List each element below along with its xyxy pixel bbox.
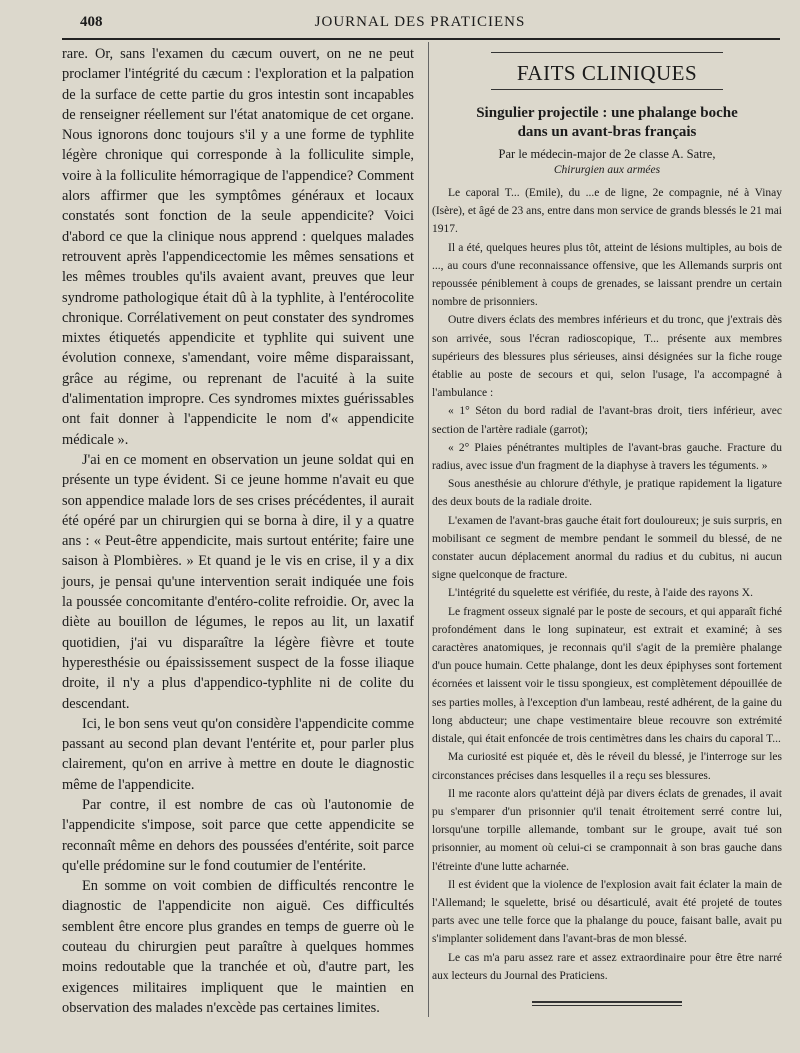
article-paragraph: L'intégrité du squelette est vérifiée, du reste, à l'aide des rayons X. [448,587,753,600]
journal-title: JOURNAL DES PRATICIENS [314,14,526,30]
article-paragraph: L'examen de l'avant-bras gauche était fort douloureux; je suis surpris, en mobilisant ce segment de membre pendant le sommeil du blessé, de ne constater aucun déplacement anormal du radius et du cubitus, ni aucun signe quelconque de fracture. [432,514,782,582]
header-rule [62,38,780,40]
author-affiliation: Chirurgien aux armées [553,164,661,176]
article-paragraph: Il a été, quelques heures plus tôt, atteint de lésions multiples, au bois de ..., au cours d'une reconnaissance offensive, que les Allemands surpris ont repoussée péniblement à coups de grenades, se laissant prendre un certain nombre de prisonniers. [432,241,782,309]
article-paragraph: Le cas m'a paru assez rare et assez extraordinaire pour être être narré aux lecteurs du Journal des Praticiens. [432,951,782,982]
left-paragraph: J'ai en ce moment en observation un jeune soldat qui en présente un type évident. Si ce jeune homme n'avait eu que son appendice malade lors de ses crises précédentes, il aurait été opéré par un chirurgien qui se borna à dire, il y a quatre ans : « Peut-être appendicite, mais surtout entérite; faire une saison à Plombières. » Et quand je le vis en crise, il y a dix jours, je pensai qu'une intervention serait indiquée une fois la poussée concomitante d'entéro-colite refroidie. Or, avec la diète au bouillon de légumes, le repos au lit, un laxatif quotidien, j'ai vu disparaître la légère fièvre et toute hyperesthésie ou épaississement suspect de la fosse iliaque droite, il n'y a plus d'appendico-typhlite ni de colite du descendant. [62,451,414,712]
section-title: FAITS CLINIQUES [491,52,723,90]
article-paragraph: Le caporal T... (Emile), du ...e de ligne, 2e compagnie, né à Vinay (Isère), et âgé de 23 ans, entre dans mon service de grands blessés le 21 mai 1917. [432,187,782,236]
page-header [62,12,778,34]
page-number: 408 [80,14,103,30]
article-title-line: Singulier projectile : une phalange boche [476,105,738,121]
article-paragraph: « 1° Séton du bord radial de l'avant-bras droit, tiers inférieur, avec section de l'artère radiale (garrot); [432,405,782,436]
article-paragraph: Le fragment osseux signalé par le poste de secours, et qui apparaît fiché profondément dans le long supinateur, est extrait et examiné; à ses caractères anatomiques, je reconnais qu'il s'agit de la première phalange d'un pouce humain. Cette phalange, dont les deux épiphyses sont fortement écornées et laissent voir le tissu spongieux, est complètement dépouillée de ses parties molles, à l'exception d'un lambeau, resté adhérent, de la gaine du long abducteur; une chape vestimentaire bleue recouvre son extrémité distale, qui était enfoncée de trois centimètres dans les chairs du caporal T... [432,605,782,746]
article-paragraph: Outre divers éclats des membres inférieurs et du tronc, que j'extrais dès son arrivée, sous l'écran radioscopique, T... présente aux membres supérieurs des blessures plus sérieuses, ainsi désignées sur la fiche rouge établie au poste de secours et qui, selon l'usage, l'a accompagné à l'ambulance : [432,314,782,400]
article-title-line: dans un avant-bras français [517,124,697,140]
left-column [62,44,414,1018]
byline: Par le médecin-major de 2e classe A. Satre, [498,147,716,161]
left-paragraph: Par contre, il est nombre de cas où l'autonomie de l'appendicite s'impose, soit parce que cette appendicite se reconnaît même en dehors des poussées d'entérite, soit parce qu'elle prédomine sur le fond coutumier de l'entérite. [62,796,414,874]
left-paragraph: rare. Or, sans l'examen du cæcum ouvert, on ne ne peut proclamer l'intégrité du cæcum : l'exploration et la palpation de la surface de cette partie du gros intestin sont incapables de renseigner réellement sur l'état anatomique de cet organe. Nous ignorons donc toujours s'il y a une forme de typhlite légère chronique qui corresponde à la folliculite simple, voire à la folliculite hémorragique de l'appendice? Comment alors affirmer que les symptômes généraux et locaux constatés sont fonction de la seule appendicite? Voici d'abord ce que la clinique nous apprend : quelques malades retrouvent après l'appendicectomie les mêmes sensations et les mêmes troubles qu'ils avaient avant, preuves que leur syndrome pathologique était dû à la typhlite, à l'entérocolite chronique. Corrélativement on peut constater des syndromes mixtes étiquetés appendicite et typhlite qui suivent une évolution connexe, s'amendant, voire même disparaissant, grâce au régime, ou reprenant de l'acuité à la suite d'alimentation impropre. Ces syndromes mixtes guérissables ont fait donner à l'appendicite le nom d'« appendicite médicale ». [62,46,414,448]
article-paragraph: Sous anesthésie au chlorure d'éthyle, je pratique rapidement la ligature des deux bouts de la radiale droite. [432,478,782,509]
article-paragraph: « 2° Plaies pénétrantes multiples de l'avant-bras gauche. Fracture du radius, avec issue d'un fragment de la diaphyse à travers les téguments. » [432,441,782,473]
article-end-rule [532,1001,682,1006]
left-paragraph: Ici, le bon sens veut qu'on considère l'appendicite comme passant au second plan devant l'entérite et, pour parler plus clairement, qu'on en arrive à mettre en doute le diagnostic même de l'appendicite. [62,715,414,793]
column-divider [428,42,429,1017]
left-paragraph: En somme on voit combien de difficultés rencontre le diagnostic de l'appendicite non aiguë. Ces difficultés semblent être encore plus grandes en temps de guerre où le couteau du chirurgien peut paraître à quelques hommes moins redoutable que la tranchée et où, d'autre part, les exigences militaires impliquent que le maintien en observation des malades n'excède pas certaines limites. [62,878,414,1016]
right-column [432,52,782,1006]
article-paragraph: Il me raconte alors qu'atteint déjà par divers éclats de grenades, il avait pu s'emparer d'un prisonnier qu'il tenait étroitement serré contre lui, lorsqu'une torpille allemande, tombant sur le groupe, avait tué son prisonnier, au moment où celui-ci se cramponnait à son bras gauche dans l'étreinte d'une lutte acharnée. [432,787,782,873]
article-title [432,104,782,142]
article-paragraph: Il est évident que la violence de l'explosion avait fait éclater la main de l'Allemand; le squelette, brisé ou désarticulé, avait été projeté de toutes parts avec une telle force que la phalange du pouce, faisant balle, avait pu s'implanter solidement dans l'avant-bras de mon blessé. [432,878,782,946]
article-paragraph: Ma curiosité est piquée et, dès le réveil du blessé, je l'interroge sur les circonstances précises dans lesquelles il a reçu ses blessures. [432,751,782,782]
